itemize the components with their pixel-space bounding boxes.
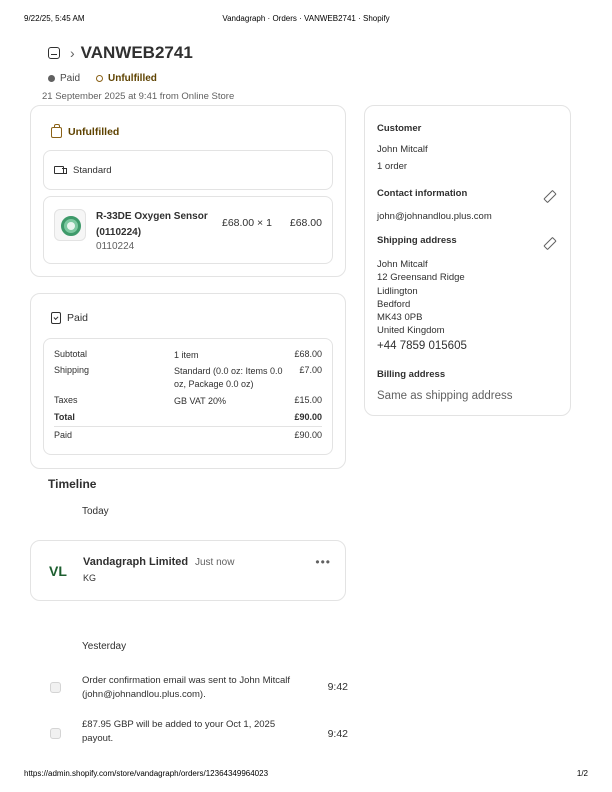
chevron-right-icon: › — [70, 45, 75, 61]
row-amount: £68.00 — [294, 349, 322, 359]
fulfillment-status-badge — [96, 73, 157, 84]
row-detail: Standard (0.0 oz: Items 0.0 oz, Package 0.0 oz) — [174, 366, 283, 389]
shipping-method-label: Standard — [73, 164, 112, 176]
product-sku: 0110224 — [96, 241, 135, 252]
customer-order-count[interactable]: 1 order — [377, 161, 408, 172]
contact-heading: Contact information — [377, 188, 468, 199]
customer-name-link[interactable]: John Mitcalf — [377, 144, 428, 155]
timeline-event — [48, 718, 348, 750]
print-page-number: 1/2 — [576, 769, 588, 778]
row-label: Subtotal — [54, 349, 88, 359]
print-footer — [24, 769, 588, 781]
comment-body: KG — [83, 573, 97, 583]
product-name-link[interactable]: R-33DE Oxygen Sensor (0110224) — [96, 211, 208, 238]
row-amount: £90.00 — [294, 412, 322, 422]
payment-status-label: Paid — [60, 73, 81, 84]
order-header — [48, 43, 193, 63]
print-url: https://admin.shopify.com/store/vandagraph/orders/12364349964023 — [24, 769, 269, 778]
orders-icon[interactable] — [48, 47, 60, 59]
product-image-center — [67, 222, 75, 230]
address-line: MK43 0PB — [377, 312, 423, 324]
row-amount: £90.00 — [294, 430, 322, 440]
timeline-event — [48, 674, 348, 704]
more-actions-icon[interactable]: ••• — [315, 555, 331, 569]
row-label: Shipping — [54, 365, 90, 375]
fulfillment-card-title — [51, 126, 119, 138]
event-bullet-icon — [50, 682, 61, 693]
timeline-comment — [30, 540, 346, 601]
row-detail: GB VAT 20% — [174, 396, 227, 406]
divider — [54, 426, 322, 427]
product-line-total: £68.00 — [289, 217, 322, 229]
receipt-icon — [51, 312, 61, 324]
billing-address-heading: Billing address — [377, 369, 446, 380]
fulfillment-status-label: Unfulfilled — [108, 73, 157, 84]
package-icon — [51, 127, 62, 138]
customer-phone: +44 7859 015605 — [377, 340, 467, 352]
product-thumbnail[interactable] — [54, 209, 86, 241]
edit-contact-pencil-icon[interactable] — [544, 190, 554, 200]
comment-time: Just now — [195, 557, 235, 568]
avatar: VL — [49, 563, 67, 579]
print-title: Vandagraph · Orders · VANWEB2741 · Shopify — [222, 14, 390, 23]
comment-author: Vandagraph Limited — [83, 556, 189, 568]
row-detail: 1 item — [174, 350, 199, 360]
status-badges — [48, 73, 157, 84]
fulfillment-card — [30, 105, 346, 277]
print-datetime: 9/22/25, 5:45 AM — [24, 14, 85, 23]
line-item — [43, 196, 333, 264]
shipping-method-box — [43, 150, 333, 190]
address-line: Bedford — [377, 298, 411, 310]
timeline-date-yesterday: Yesterday — [82, 641, 127, 652]
truck-icon — [54, 166, 67, 175]
edit-shipping-pencil-icon[interactable] — [544, 237, 554, 247]
timeline-date-today: Today — [82, 506, 109, 517]
order-subtitle: 21 September 2025 at 9:41 from Online Store — [42, 91, 235, 102]
payment-title-label: Paid — [67, 312, 89, 324]
address-line: Lidlington — [377, 285, 418, 297]
event-bullet-icon — [50, 728, 61, 739]
event-time: 9:42 — [327, 681, 348, 693]
fulfillment-title-label: Unfulfilled — [68, 126, 120, 138]
product-price-qty: £68.00 × 1 — [222, 217, 272, 229]
timeline-heading: Timeline — [48, 477, 97, 491]
shipping-address-heading: Shipping address — [377, 235, 457, 246]
address-line: 12 Greensand Ridge — [377, 272, 465, 284]
payment-card — [30, 293, 346, 469]
event-text: Order confirmation email was sent to John Mitcalf (john@johnandlou.plus.com). — [82, 675, 291, 700]
event-text: £87.95 GBP will be added to your Oct 1, 2025 payout. — [82, 719, 276, 744]
order-number: VANWEB2741 — [80, 43, 193, 62]
print-header — [24, 14, 588, 26]
payment-status-badge — [48, 73, 80, 84]
billing-address-value: Same as shipping address — [377, 390, 513, 402]
event-time: 9:42 — [327, 728, 348, 740]
dot-icon — [48, 75, 55, 82]
payment-card-title — [51, 312, 88, 324]
customer-card — [364, 105, 571, 416]
row-label: Taxes — [54, 395, 78, 405]
row-label: Total — [54, 412, 75, 422]
ring-icon — [96, 75, 103, 82]
shipping-address — [377, 258, 465, 338]
customer-email-link[interactable]: john@johnandlou.plus.com — [377, 211, 492, 222]
row-amount: £15.00 — [294, 395, 322, 405]
customer-heading: Customer — [377, 123, 422, 134]
address-line: John Mitcalf — [377, 259, 428, 270]
row-amount: £7.00 — [299, 365, 322, 375]
row-label: Paid — [54, 430, 73, 440]
address-line: United Kingdom — [377, 325, 445, 337]
payment-summary-table — [43, 338, 333, 455]
